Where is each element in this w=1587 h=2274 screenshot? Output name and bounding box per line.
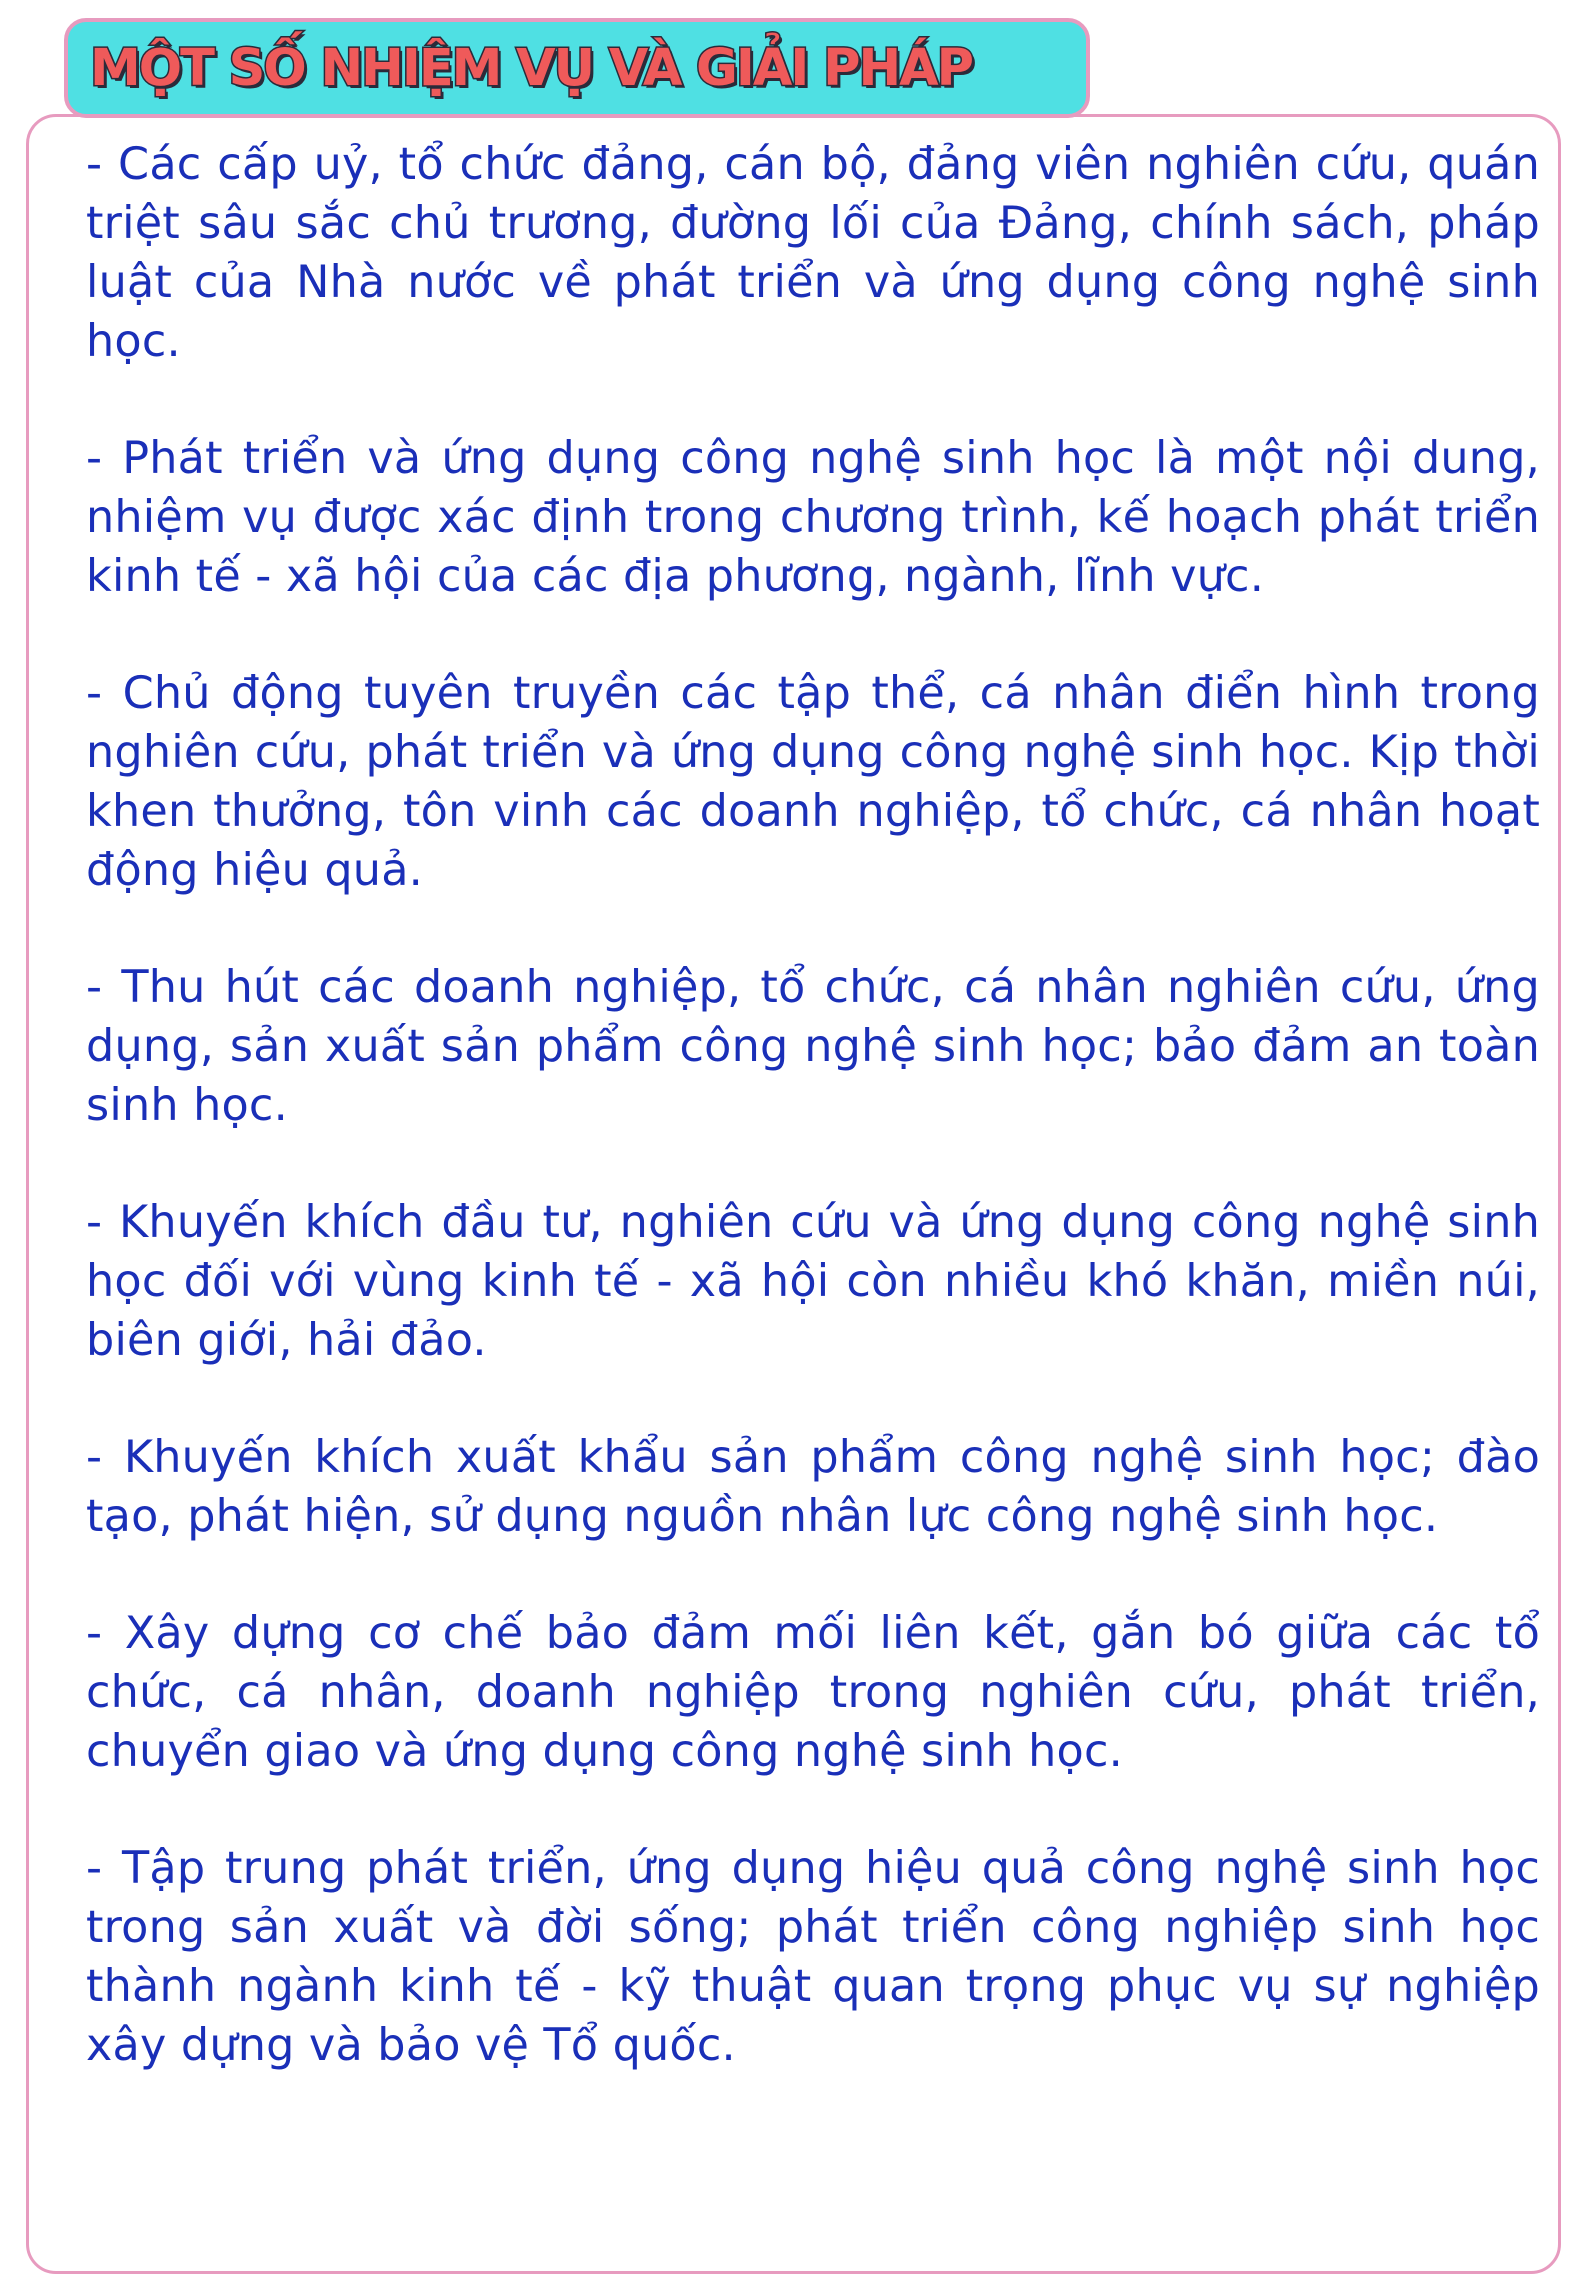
task-paragraph-7: - Xây dựng cơ chế bảo đảm mối liên kết, gắn bó giữa các tổ chức, cá nhân, doanh nghiệp trong nghiên cứu, phát triển, chuyển giao và ứng dụng công nghệ sinh học. bbox=[86, 1608, 1540, 1777]
task-paragraph-4: - Thu hút các doanh nghiệp, tổ chức, cá nhân nghiên cứu, ứng dụng, sản xuất sản phẩm công nghệ sinh học; bảo đảm an toàn sinh học. bbox=[86, 962, 1540, 1131]
task-list bbox=[86, 135, 1540, 2133]
task-paragraph-2: - Phát triển và ứng dụng công nghệ sinh học là một nội dung, nhiệm vụ được xác định trong chương trình, kế hoạch phát triển kinh tế - xã hội của các địa phương, ngành, lĩnh vực. bbox=[86, 433, 1540, 602]
task-paragraph-8: - Tập trung phát triển, ứng dụng hiệu quả công nghệ sinh học trong sản xuất và đời sống; phát triển công nghiệp sinh học thành ngành kinh tế - kỹ thuật quan trọng phục vụ sự nghiệp xây dựng và bảo vệ Tổ quốc. bbox=[86, 1843, 1540, 2071]
page-title: MỘT SỐ NHIỆM VỤ VÀ GIẢI PHÁP bbox=[90, 38, 972, 98]
task-paragraph-6: - Khuyến khích xuất khẩu sản phẩm công nghệ sinh học; đào tạo, phát hiện, sử dụng nguồn nhân lực công nghệ sinh học. bbox=[86, 1432, 1540, 1542]
title-banner bbox=[64, 18, 1090, 118]
task-paragraph-1: - Các cấp uỷ, tổ chức đảng, cán bộ, đảng viên nghiên cứu, quán triệt sâu sắc chủ trương, đường lối của Đảng, chính sách, pháp luật của Nhà nước về phát triển và ứng dụng công nghệ sinh học. bbox=[86, 139, 1540, 367]
task-paragraph-3: - Chủ động tuyên truyền các tập thể, cá nhân điển hình trong nghiên cứu, phát triển và ứng dụng công nghệ sinh học. Kịp thời khen thưởng, tôn vinh các doanh nghiệp, tổ chức, cá nhân hoạt động hiệu quả. bbox=[86, 668, 1540, 896]
task-paragraph-5: - Khuyến khích đầu tư, nghiên cứu và ứng dụng công nghệ sinh học đối với vùng kinh tế - xã hội còn nhiều khó khăn, miền núi, biên giới, hải đảo. bbox=[86, 1197, 1540, 1366]
